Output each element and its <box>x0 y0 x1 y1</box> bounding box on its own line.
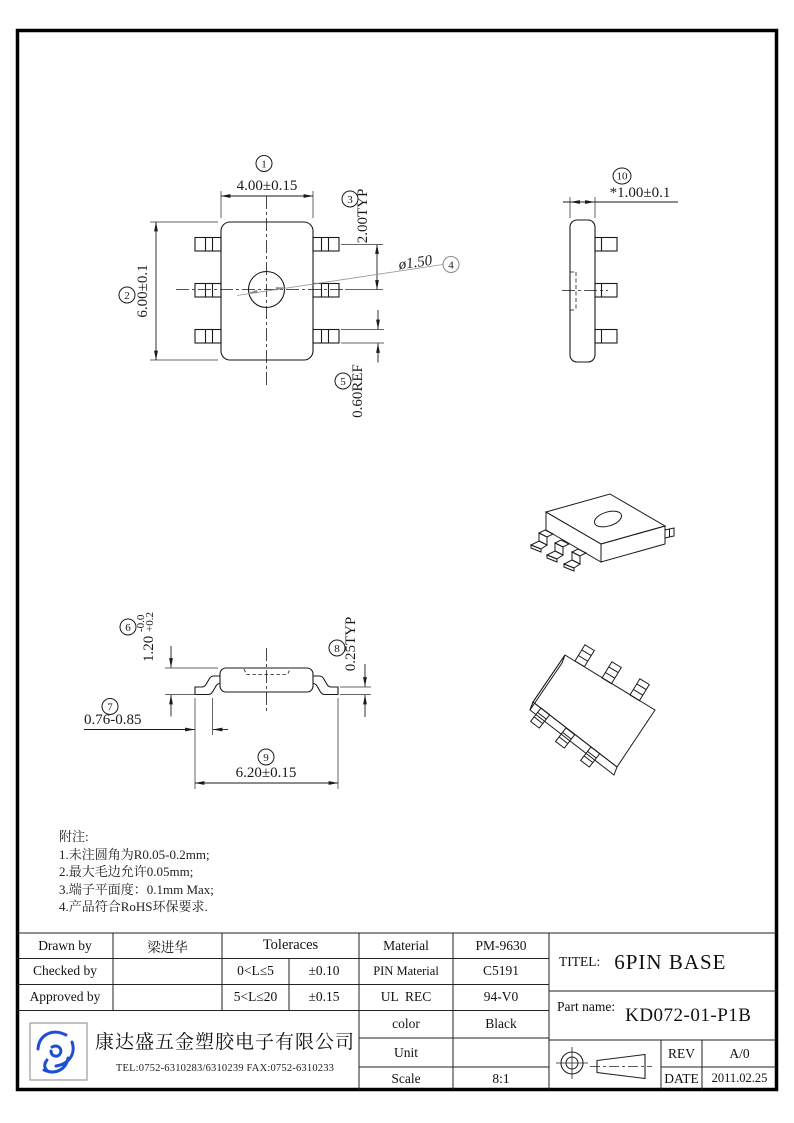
company-block <box>95 1013 355 1087</box>
dimension-4-hole-dia <box>237 253 459 296</box>
iso2-pins-upper <box>575 645 649 701</box>
approved-by-label: Approved by <box>29 989 101 1004</box>
company-contact: TEL:0752-6310283/6310239 FAX:0752-6310233 <box>115 1062 335 1074</box>
dim-9-text: 6.20±0.15 <box>235 765 297 781</box>
isometric-view-top <box>531 494 674 571</box>
callout-3: 3 <box>347 194 353 206</box>
callout-7: 7 <box>107 701 113 714</box>
dimension-10-thickness <box>563 168 678 218</box>
scale-label: Scale <box>391 1070 421 1086</box>
iso-gull-pins <box>531 530 586 571</box>
hidden-hole-line <box>244 669 290 675</box>
hidden-hole-line <box>570 272 576 310</box>
tolerance-value-1: ±0.15 <box>308 989 340 1004</box>
scale-value: 8:1 <box>492 1070 510 1086</box>
pin-material-label: PIN Material <box>373 963 439 978</box>
callout-9: 9 <box>263 752 269 764</box>
rev-label: REV <box>668 1045 695 1061</box>
note-item: 2.最大毛边允许0.05mm; <box>59 864 194 879</box>
dim-2-text: 6.00±0.1 <box>135 264 151 318</box>
dimension-1-width <box>221 156 313 219</box>
date-label: DATE <box>664 1070 699 1086</box>
dim-8-text: 0.25TYP <box>343 616 359 672</box>
ul-rec-label: UL REC <box>380 989 432 1004</box>
callout-8: 8 <box>334 643 340 655</box>
part-name-cell <box>549 991 785 1040</box>
checked-by-value <box>113 958 222 984</box>
approved-by-value <box>113 984 222 1010</box>
material-value: PM-9630 <box>475 937 527 953</box>
color-value: Black <box>485 1016 517 1031</box>
pin-material-value: C5191 <box>482 963 519 978</box>
tolerance-range-1: 5<L≤20 <box>233 989 278 1004</box>
dimension-6-body-height <box>120 612 218 716</box>
dim-4-text: ø1.50 <box>397 252 434 274</box>
callout-10: 10 <box>616 170 628 183</box>
dim-1-text: 4.00±0.15 <box>236 178 298 194</box>
dimension-7-foot-length <box>84 698 228 789</box>
material-label: Material <box>383 937 429 953</box>
dim-10-text: *1.00±0.1 <box>609 185 671 201</box>
note-item: 1.未注圆角为R0.05-0.2mm; <box>59 846 210 862</box>
dim-7-text: 0.76-0.85 <box>84 712 142 728</box>
dimension-5-pin-width <box>335 310 384 418</box>
callout-1: 1 <box>261 158 267 171</box>
unit-label: Unit <box>393 1044 418 1060</box>
notes-block <box>59 828 339 916</box>
color-label: color <box>392 1016 420 1031</box>
note-item: 4.产品符合RoHS环保要求. <box>59 899 208 914</box>
dim-6-text: 1.20 <box>141 635 157 662</box>
isometric-view-bottom <box>530 645 655 775</box>
part-name-value: KD072-01-P1B <box>625 1005 752 1026</box>
title-value: 6PIN BASE <box>614 949 727 974</box>
drawn-by-label: Drawn by <box>38 937 92 953</box>
left-lead <box>195 676 220 695</box>
company-name: 康达盛五金塑胶电子有限公司 <box>95 1031 356 1053</box>
unit-value <box>453 1038 549 1067</box>
title-cell <box>549 933 787 991</box>
dim-6-tol-minus: -0.0 <box>135 614 147 632</box>
right-lead <box>313 676 338 695</box>
callout-2: 2 <box>124 290 130 302</box>
company-logo <box>30 1023 87 1080</box>
tolerances-header: Toleraces <box>262 937 319 953</box>
title-label: TITEL: <box>559 954 601 969</box>
ul-rec-value: 94-V0 <box>483 989 519 1004</box>
callout-6: 6 <box>125 622 131 634</box>
date-value: 2011.02.25 <box>711 1071 768 1085</box>
checked-by-label: Checked by <box>32 963 98 978</box>
dim-6-tol-plus: +0.2 <box>144 612 156 632</box>
dimension-9-overall-width <box>195 698 338 789</box>
part-name-label: Part name: <box>557 999 616 1014</box>
tolerance-value-0: ±0.10 <box>308 963 340 978</box>
notes-header: 附注: <box>59 829 89 844</box>
rev-value: A/0 <box>729 1045 750 1061</box>
callout-5: 5 <box>340 376 346 388</box>
drawn-by-value: 梁进华 <box>147 939 188 955</box>
callout-4: 4 <box>448 259 454 272</box>
dimension-2-height <box>119 222 218 360</box>
note-item: 3.端子平面度：0.1mm Max; <box>59 881 214 897</box>
hole-iso <box>593 508 624 530</box>
dimension-8-lead-thickness <box>329 617 371 717</box>
front-view <box>195 648 338 714</box>
dim-3-text: 2.00TYP <box>355 188 371 244</box>
projection-symbol <box>556 1047 652 1079</box>
side-view <box>562 220 617 362</box>
dim-5-text: 0.60REF <box>350 364 366 418</box>
tolerance-range-0: 0<L≤5 <box>237 963 274 978</box>
